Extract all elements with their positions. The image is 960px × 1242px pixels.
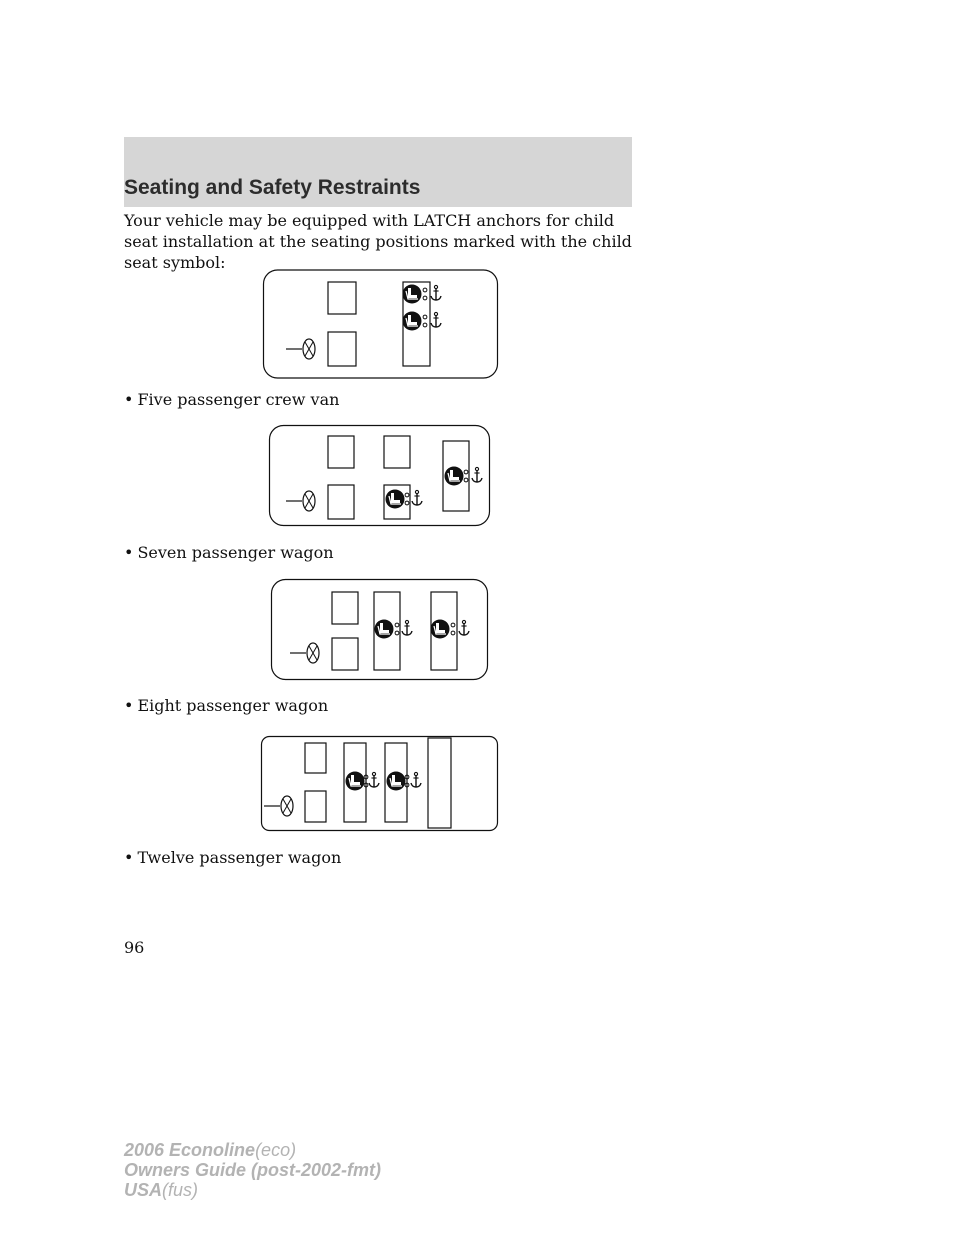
middle-seat [384, 436, 410, 468]
tether-anchor-icon [431, 285, 441, 300]
diagram-five-passenger [262, 268, 500, 382]
tether-anchor-icon [411, 772, 421, 787]
front-seat-driver [305, 791, 326, 822]
tether-anchor-icon [472, 467, 482, 482]
front-seat-driver [332, 638, 358, 670]
child-seat-icon [375, 620, 394, 639]
child-seat-icon [387, 772, 406, 791]
tether-anchor-icon [402, 620, 412, 635]
intro-paragraph: Your vehicle may be equipped with LATCH anchors for child seat installation at the seating positions marked with the child seat symbol: [124, 211, 632, 272]
rear-bench-seat [428, 738, 451, 828]
diagram-caption: • Seven passenger wagon [124, 543, 334, 562]
child-seat-icon [386, 490, 405, 509]
diagram-caption: • Twelve passenger wagon [124, 848, 342, 867]
diagram-twelve-passenger [260, 735, 500, 833]
child-seat-icon [346, 772, 365, 791]
front-seat-passenger [332, 592, 358, 624]
diagram-caption: • Five passenger crew van [124, 390, 340, 409]
diagram-seven-passenger [268, 424, 492, 528]
front-seat-driver [328, 485, 354, 519]
child-seat-icon [403, 312, 422, 331]
document-footer [124, 1140, 381, 1200]
section-title: Seating and Safety Restraints [124, 176, 421, 199]
steering-wheel-icon [286, 491, 315, 511]
footer-model-line: 2006 Econoline(eco) [124, 1140, 297, 1160]
front-seat-passenger [328, 436, 354, 468]
child-seat-icon [431, 620, 450, 639]
steering-wheel-icon [286, 339, 315, 359]
tether-anchor-icon [369, 772, 379, 787]
diagram-eight-passenger [270, 578, 490, 682]
footer-region-line: USA(fus) [124, 1180, 199, 1200]
child-seat-icon [445, 467, 464, 486]
page-number: 96 [124, 938, 145, 957]
footer-guide-line: Owners Guide (post-2002-fmt) [124, 1160, 382, 1180]
front-seat-passenger [328, 282, 356, 314]
diagram-caption: • Eight passenger wagon [124, 696, 329, 715]
van-outline [264, 270, 498, 378]
steering-wheel-icon [264, 796, 293, 816]
tether-anchor-icon [412, 490, 422, 505]
steering-wheel-icon [290, 643, 319, 663]
tether-anchor-icon [459, 620, 469, 635]
tether-anchor-icon [431, 312, 441, 327]
child-seat-icon [403, 285, 422, 304]
front-seat-passenger [305, 743, 326, 773]
front-seat-driver [328, 332, 356, 366]
